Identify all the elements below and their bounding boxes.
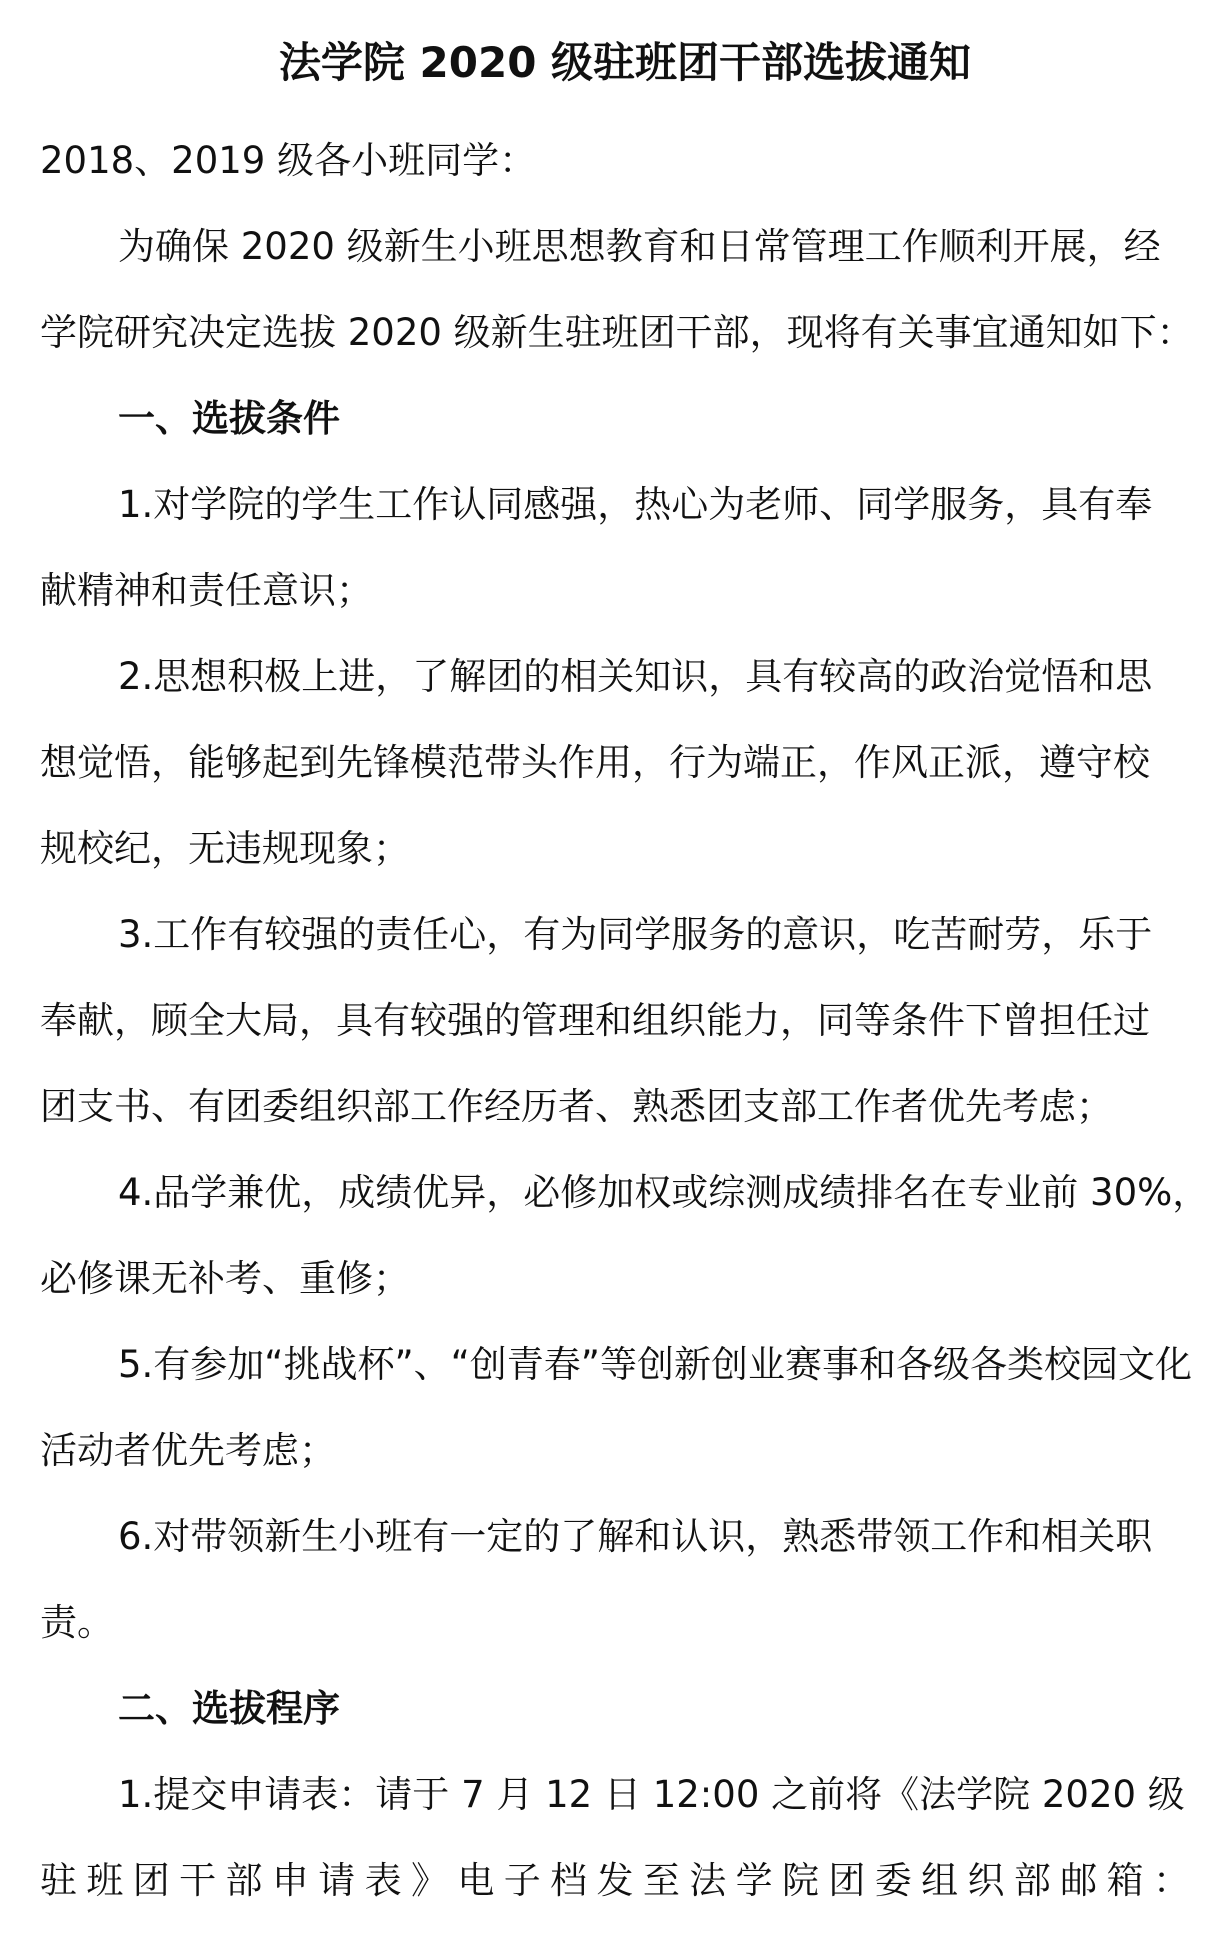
criterion-2-line-1: 2.思想积极上进，了解团的相关知识，具有较高的政治觉悟和思 — [118, 655, 1153, 698]
salutation: 2018、2019 级各小班同学： — [40, 139, 537, 182]
intro-line-2: 学院研究决定选拔 2020 级新生驻班团干部，现将有关事宜通知如下： — [40, 311, 1194, 354]
criterion-5-line-2: 活动者优先考虑； — [40, 1429, 336, 1472]
procedure-line-2: 驻班团干部申请表》电子档发至法学院团委组织部邮箱： — [40, 1859, 1190, 1902]
criterion-4-line-2: 必修课无补考、重修； — [40, 1257, 410, 1300]
criterion-3-line-1: 3.工作有较强的责任心，有为同学服务的意识，吃苦耐劳，乐于 — [118, 913, 1153, 956]
criterion-6-line-2: 责。 — [40, 1601, 114, 1644]
intro-line-1: 为确保 2020 级新生小班思想教育和日常管理工作顺利开展，经 — [118, 225, 1161, 268]
criterion-6-line-1: 6.对带领新生小班有一定的了解和认识，熟悉带领工作和相关职 — [118, 1515, 1153, 1558]
criterion-3-line-3: 团支书、有团委组织部工作经历者、熟悉团支部工作者优先考虑； — [40, 1085, 1113, 1128]
criterion-4-line-1: 4.品学兼优，成绩优异，必修加权或综测成绩排名在专业前 30%， — [118, 1171, 1210, 1214]
criterion-1-line-2: 献精神和责任意识； — [40, 569, 373, 612]
criterion-2-line-3: 规校纪，无违规现象； — [40, 827, 410, 870]
criterion-3-line-2: 奉献，顾全大局，具有较强的管理和组织能力，同等条件下曾担任过 — [40, 999, 1150, 1042]
criterion-1-line-1: 1.对学院的学生工作认同感强，热心为老师、同学服务，具有奉 — [118, 483, 1153, 526]
criterion-5-line-1: 5.有参加“挑战杯”、“创青春”等创新创业赛事和各级各类校园文化 — [118, 1343, 1192, 1386]
section-2-heading: 二、选拔程序 — [118, 1687, 340, 1730]
procedure-line-1: 1.提交申请表：请于 7 月 12 日 12:00 之前将《法学院 2020 级 — [118, 1773, 1185, 1816]
criterion-2-line-2: 想觉悟，能够起到先锋模范带头作用，行为端正，作风正派，遵守校 — [40, 741, 1150, 784]
document-title: 法学院 2020 级驻班团干部选拔通知 — [278, 38, 972, 87]
section-1-heading: 一、选拔条件 — [118, 397, 340, 440]
